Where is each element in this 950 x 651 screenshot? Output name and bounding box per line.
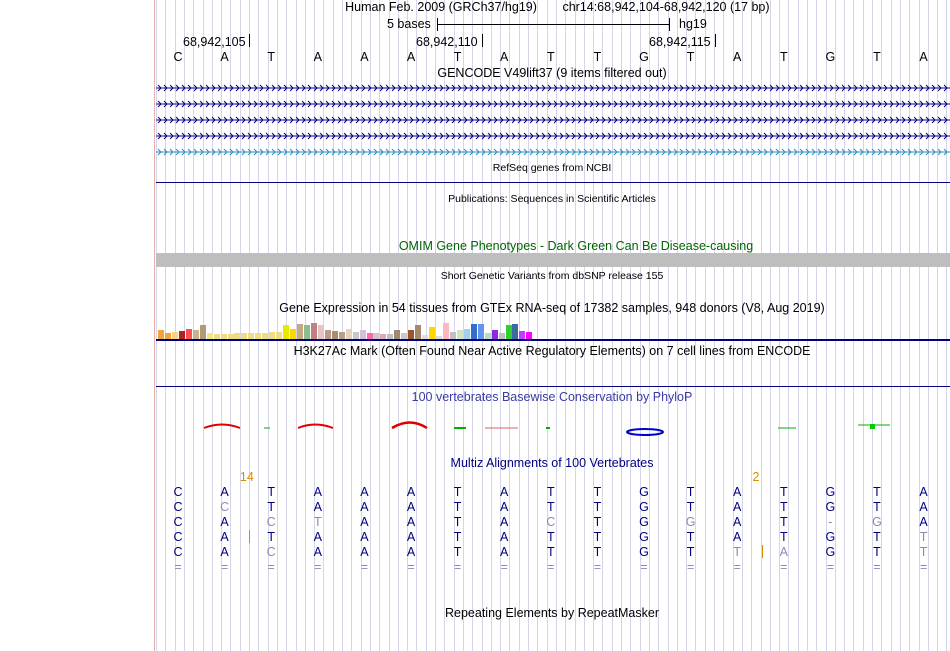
alignment-base: C xyxy=(266,545,276,559)
alignment-base: T xyxy=(593,515,602,529)
gtex-tissue-bar[interactable] xyxy=(318,325,324,339)
gtex-tissue-bar[interactable] xyxy=(186,329,192,339)
alignment-base: G xyxy=(825,500,836,514)
gtex-tissue-bar[interactable] xyxy=(193,330,199,339)
alignment-base: A xyxy=(220,545,229,559)
alignment-base: - xyxy=(828,515,833,529)
track-label-panel xyxy=(0,0,155,651)
alignment-base: T xyxy=(453,515,462,529)
alignment-base: T xyxy=(593,530,602,544)
dna-base: T xyxy=(779,50,788,64)
gtex-tissue-bar[interactable] xyxy=(172,332,178,339)
alignment-base: A xyxy=(406,500,416,514)
alignment-base: A xyxy=(500,530,509,544)
dna-base: A xyxy=(313,50,322,64)
gtex-tissue-bar[interactable] xyxy=(526,332,532,339)
dna-base: A xyxy=(360,50,369,64)
gtex-tissue-bar[interactable] xyxy=(276,332,282,339)
gtex-tissue-bar[interactable] xyxy=(339,332,345,339)
dbsnp-track-title: Short Genetic Variants from dbSNP release 155 xyxy=(440,270,664,282)
alignment-base: C xyxy=(173,545,183,559)
coord-label: 68,942,110 xyxy=(416,35,478,49)
coord-label: 68,942,115 xyxy=(649,35,711,49)
gtex-tissue-bar[interactable] xyxy=(297,324,303,339)
alignment-base: G xyxy=(825,545,836,559)
alignment-base: A xyxy=(313,530,322,544)
dna-base: T xyxy=(546,50,555,64)
alignment-base: A xyxy=(919,515,928,529)
omim-phenotype-bar[interactable] xyxy=(156,253,950,267)
alignment-base: C xyxy=(220,500,230,514)
gtex-tissue-bar[interactable] xyxy=(429,327,435,339)
omim-track-title: OMIM Gene Phenotypes - Dark Green Can Be Disease-causing xyxy=(398,239,754,253)
alignment-base: A xyxy=(406,545,416,559)
dna-base: G xyxy=(825,50,836,64)
alignment-base: A xyxy=(500,515,509,529)
insertion-marker xyxy=(249,530,250,543)
dna-base: T xyxy=(593,50,602,64)
dna-base: T xyxy=(267,50,275,64)
scale-db-text: hg19 xyxy=(679,17,707,31)
dna-base: A xyxy=(733,50,742,64)
dna-base: C xyxy=(173,50,183,64)
alignment-base: A xyxy=(919,500,928,514)
dna-base: A xyxy=(406,50,416,64)
alignment-base: T xyxy=(779,485,788,499)
gencode-transcript[interactable] xyxy=(156,101,950,107)
gtex-tissue-bar[interactable] xyxy=(304,325,310,339)
alignment-base: T xyxy=(593,500,602,514)
alignment-base: A xyxy=(500,545,509,559)
alignment-base: G xyxy=(639,530,649,544)
alignment-base: A xyxy=(220,485,229,499)
tracks-image-panel[interactable] xyxy=(156,0,950,651)
label-divider xyxy=(154,0,155,651)
alignment-base: = xyxy=(640,560,648,574)
alignment-base: T xyxy=(733,545,741,559)
scale-bar xyxy=(437,24,670,25)
gtex-tissue-bar[interactable] xyxy=(158,330,164,339)
scale-bar-tick xyxy=(669,18,670,31)
alignment-base: T xyxy=(546,530,555,544)
alignment-base: T xyxy=(546,545,555,559)
alignment-base: = xyxy=(220,560,229,574)
gtex-tissue-bar[interactable] xyxy=(332,331,338,339)
alignment-base: T xyxy=(686,530,695,544)
dna-base: A xyxy=(500,50,509,64)
h3k27ac-signal-baseline[interactable] xyxy=(156,386,950,387)
alignment-base: G xyxy=(639,500,649,514)
gencode-track-title: GENCODE V49lift37 (9 items filtered out) xyxy=(437,66,667,80)
gtex-tissue-bar[interactable] xyxy=(290,329,296,339)
alignment-base: T xyxy=(453,545,462,559)
refseq-gene-line[interactable] xyxy=(156,182,950,183)
alignment-base: A xyxy=(220,530,229,544)
gap-count-label: 2 xyxy=(752,470,760,484)
alignment-base: = xyxy=(686,560,695,574)
alignment-base: T xyxy=(593,545,602,559)
refseq-track-title: RefSeq genes from NCBI xyxy=(492,162,612,174)
alignment-base: G xyxy=(639,485,649,499)
gtex-tissue-bar[interactable] xyxy=(512,324,518,339)
alignment-base: C xyxy=(173,515,183,529)
alignment-base: C xyxy=(173,500,183,514)
alignment-base: T xyxy=(686,545,695,559)
alignment-base: = xyxy=(919,560,928,574)
gtex-tissue-bar[interactable] xyxy=(457,330,463,339)
alignment-base: C xyxy=(546,515,556,529)
dna-base: T xyxy=(873,50,881,64)
gtex-tissue-bar[interactable] xyxy=(283,325,289,339)
alignment-base: T xyxy=(453,530,462,544)
alignment-base: T xyxy=(546,500,555,514)
alignment-base: A xyxy=(733,530,742,544)
gencode-transcript[interactable] xyxy=(156,85,950,91)
gtex-tissue-bar[interactable] xyxy=(492,330,498,339)
alignment-base: G xyxy=(639,545,649,559)
gtex-tissue-bar[interactable] xyxy=(311,323,317,339)
gtex-tissue-bar[interactable] xyxy=(471,324,477,339)
alignment-base: T xyxy=(919,545,928,559)
insertion-marker xyxy=(762,545,763,558)
gencode-transcript[interactable] xyxy=(156,133,950,139)
gtex-tissue-bar[interactable] xyxy=(464,329,470,339)
dna-base: G xyxy=(639,50,649,64)
alignment-base: = xyxy=(547,560,555,574)
alignment-base: = xyxy=(780,560,788,574)
alignment-base: T xyxy=(453,500,462,514)
alignment-base: = xyxy=(593,560,602,574)
gencode-transcript[interactable] xyxy=(156,117,950,123)
alignment-base: = xyxy=(360,560,369,574)
gtex-tissue-bar[interactable] xyxy=(269,332,275,339)
alignment-base: A xyxy=(360,530,369,544)
alignment-base: T xyxy=(267,500,275,514)
alignment-base: T xyxy=(267,530,275,544)
alignment-base: A xyxy=(313,485,322,499)
alignment-base: G xyxy=(872,515,882,529)
multiz-track-title: Multiz Alignments of 100 Vertebrates xyxy=(450,456,654,470)
alignment-base: = xyxy=(314,560,322,574)
alignment-base: A xyxy=(360,545,369,559)
alignment-base: A xyxy=(313,500,322,514)
alignment-base: A xyxy=(733,485,742,499)
alignment-base: T xyxy=(779,530,788,544)
gtex-tissue-bar[interactable] xyxy=(200,325,206,339)
gtex-tissue-bar[interactable] xyxy=(506,325,512,339)
phylop-conservation-plot[interactable] xyxy=(156,415,950,445)
coord-tick xyxy=(249,34,250,47)
gtex-tissue-bar[interactable] xyxy=(353,332,359,339)
repeatmasker-track-title: Repeating Elements by RepeatMasker xyxy=(444,606,660,620)
alignment-base: A xyxy=(733,500,742,514)
alignment-base: A xyxy=(313,545,322,559)
gencode-transcript[interactable] xyxy=(156,149,950,155)
alignment-base: A xyxy=(779,545,788,559)
alignment-base: T xyxy=(453,485,462,499)
alignment-base: T xyxy=(546,485,555,499)
alignment-base: = xyxy=(407,560,415,574)
gtex-track-title: Gene Expression in 54 tissues from GTEx RNA-seq of 17382 samples, 948 donors (V8, Aug 2019) xyxy=(279,301,825,315)
alignment-base: A xyxy=(919,485,928,499)
gtex-tissue-bar[interactable] xyxy=(394,330,400,339)
alignment-base: G xyxy=(639,515,649,529)
gtex-tissue-bar[interactable] xyxy=(443,323,449,339)
gtex-tissue-bar[interactable] xyxy=(415,325,421,339)
alignment-base: A xyxy=(406,530,416,544)
publications-track-title: Publications: Sequences in Scientific Articles xyxy=(448,193,656,205)
alignment-base: T xyxy=(267,485,275,499)
coord-tick xyxy=(715,34,716,47)
alignment-base: = xyxy=(267,560,275,574)
alignment-base: A xyxy=(500,500,509,514)
alignment-base: C xyxy=(173,530,183,544)
alignment-base: = xyxy=(826,560,835,574)
alignment-base: A xyxy=(406,515,416,529)
alignment-base: T xyxy=(779,500,788,514)
alignment-base: G xyxy=(825,530,836,544)
gtex-tissue-bar[interactable] xyxy=(325,330,331,339)
alignment-base: T xyxy=(873,485,881,499)
gtex-tissue-bar[interactable] xyxy=(360,330,366,339)
gencode-transcripts[interactable] xyxy=(156,80,950,160)
alignment-base: A xyxy=(406,485,416,499)
coord-label: 68,942,105 xyxy=(183,35,246,49)
alignment-base: = xyxy=(500,560,508,574)
coord-tick xyxy=(482,34,483,47)
alignment-base: A xyxy=(500,485,509,499)
dna-base: T xyxy=(686,50,695,64)
phylop-track-title: 100 vertebrates Basewise Conservation by PhyloP xyxy=(411,390,693,404)
alignment-base: T xyxy=(686,500,695,514)
alignment-base: = xyxy=(174,560,182,574)
alignment-base: = xyxy=(873,560,881,574)
alignment-base: T xyxy=(779,515,788,529)
gtex-tissue-bar[interactable] xyxy=(179,331,185,339)
gtex-tissue-bar[interactable] xyxy=(450,332,456,339)
alignment-base: G xyxy=(825,485,836,499)
scale-bar-tick xyxy=(437,18,438,31)
dna-base: T xyxy=(453,50,462,64)
alignment-base: C xyxy=(266,515,276,529)
alignment-base: A xyxy=(733,515,742,529)
alignment-base: T xyxy=(593,485,602,499)
alignment-base: C xyxy=(173,485,183,499)
alignment-base: A xyxy=(360,500,369,514)
gtex-tissue-bar[interactable] xyxy=(478,324,484,339)
alignment-base: T xyxy=(873,530,881,544)
alignment-base: A xyxy=(360,515,369,529)
alignment-base: T xyxy=(313,515,322,529)
alignment-base: G xyxy=(685,515,696,529)
gtex-tissue-bar[interactable] xyxy=(519,331,525,339)
scale-text: 5 bases xyxy=(387,17,431,31)
alignment-base: T xyxy=(686,485,695,499)
alignment-base: A xyxy=(360,485,369,499)
alignment-base: T xyxy=(919,530,928,544)
position-text: chr14:68,942,104-68,942,120 (17 bp) xyxy=(562,0,770,14)
alignment-base: A xyxy=(220,515,229,529)
alignment-base: T xyxy=(873,545,881,559)
h3k27ac-track-title: H3K27Ac Mark (Often Found Near Active Regulatory Elements) on 7 cell lines from ENCODE xyxy=(293,344,811,358)
gtex-baseline xyxy=(156,339,950,341)
gtex-tissue-bar[interactable] xyxy=(346,329,352,339)
dna-base: A xyxy=(220,50,229,64)
gtex-expression-bars[interactable] xyxy=(156,322,950,339)
dna-base: A xyxy=(919,50,928,64)
alignment-base: = xyxy=(453,560,462,574)
assembly-text: Human Feb. 2009 (GRCh37/hg19) xyxy=(345,0,537,14)
gtex-tissue-bar[interactable] xyxy=(408,330,414,339)
gap-count-label: 14 xyxy=(239,470,254,484)
alignment-base: T xyxy=(873,500,881,514)
alignment-base: = xyxy=(733,560,741,574)
